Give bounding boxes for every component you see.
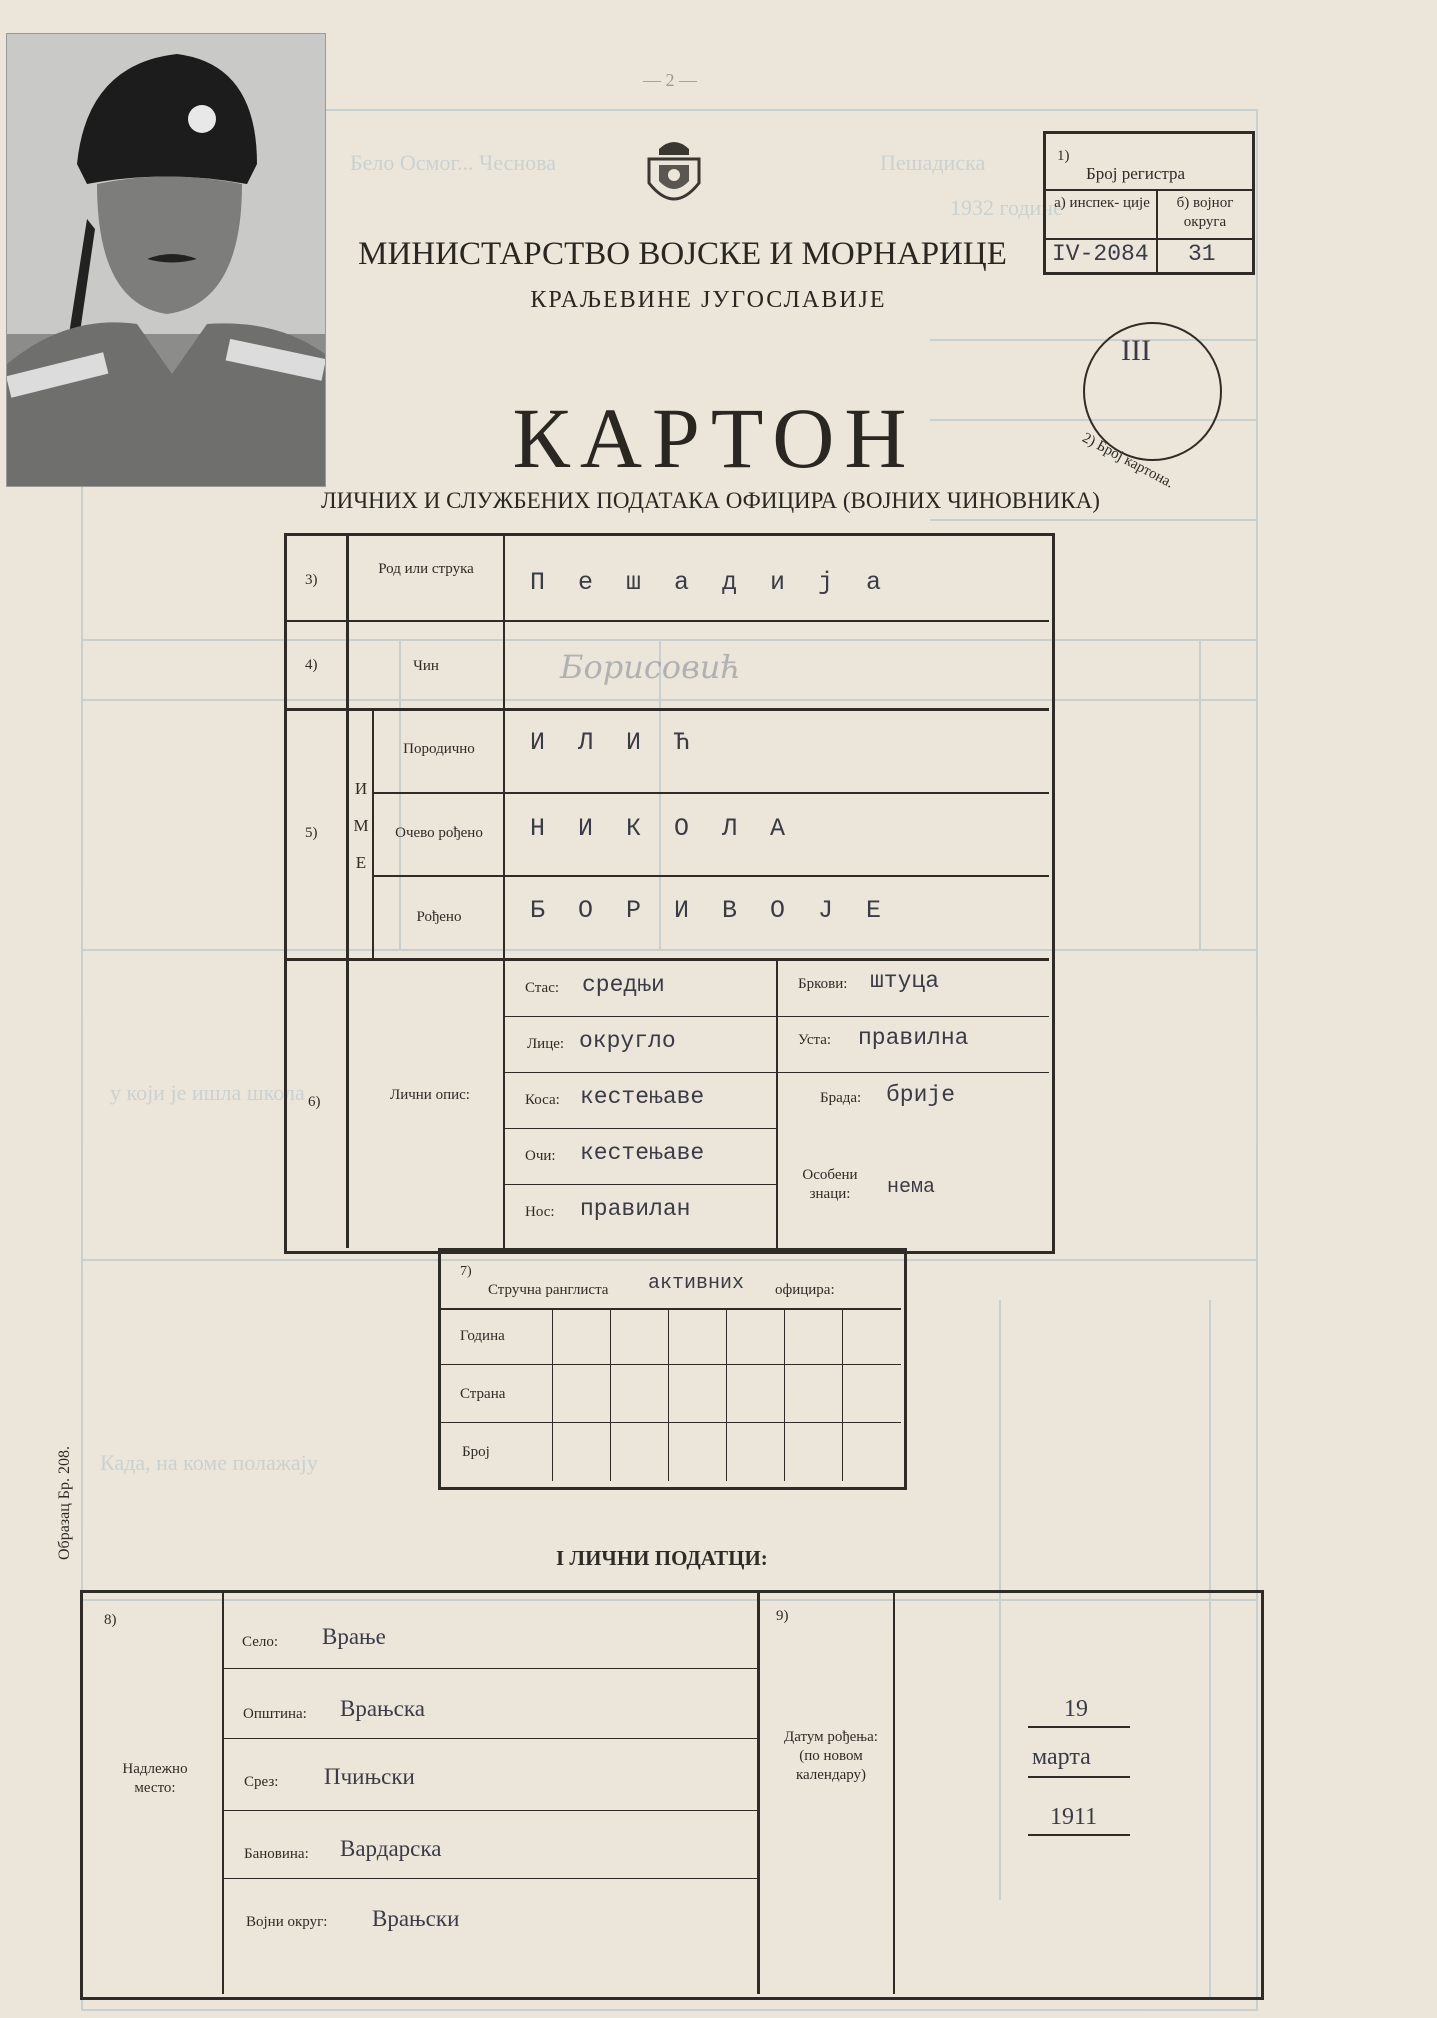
- municipality-value: Врањска: [340, 1696, 425, 1721]
- ministry-heading: МИНИСТАРСТВО ВОЈСКЕ И МОРНАРИЦЕ: [358, 236, 1007, 272]
- birth-day: 19: [1064, 1696, 1088, 1722]
- document-subtitle: ЛИЧНИХ И СЛУЖБЕНИХ ПОДАТАКА ОФИЦИРА (ВОЈНИХ ЧИНОВНИКА): [321, 488, 1100, 513]
- beard-value: брије: [886, 1082, 956, 1108]
- birthplace-label: Надлежно место:: [122, 1761, 188, 1796]
- father-name-value: Н И К О Л А: [530, 814, 795, 843]
- name-side-label: И М Е: [353, 779, 369, 872]
- military-district-label: Војни округ:: [246, 1914, 328, 1930]
- page-number: — 2 —: [643, 70, 697, 90]
- face-value: округло: [579, 1028, 676, 1054]
- municipality-label: Општина:: [243, 1706, 307, 1722]
- village-value: Врање: [322, 1624, 386, 1649]
- given-name-value: Б О Р И В О Ј Е: [530, 896, 891, 925]
- seniority-row-number: Број: [462, 1444, 490, 1460]
- banovina-value: Вардарска: [340, 1836, 442, 1861]
- svg-text:у који је ишла школа: у који је ишла школа: [110, 1080, 305, 1105]
- svg-text:Када, на коме полажају: Када, на коме полажају: [100, 1450, 318, 1475]
- birth-year: 1911: [1050, 1804, 1098, 1830]
- seniority-label-value: активних: [648, 1272, 745, 1295]
- eyes-value: кестењаве: [580, 1140, 705, 1166]
- father-name-label: Очево рођено: [395, 825, 483, 841]
- register-col-b-value: 31: [1188, 241, 1216, 267]
- register-col-a-value: IV-2084: [1052, 241, 1149, 267]
- coat-of-arms-icon: [645, 135, 703, 215]
- form-number: Образац Бр. 208.: [56, 1446, 73, 1560]
- eyes-label: Очи:: [525, 1148, 556, 1164]
- moustache-value: штуца: [870, 968, 940, 994]
- branch-label: Род или струка: [378, 561, 474, 577]
- field-number-8: 8): [104, 1612, 117, 1628]
- field-number-4: 4): [305, 657, 318, 673]
- register-col-a-label: а) инспек- ције: [1054, 195, 1150, 211]
- svg-text:Пешадиска: Пешадиска: [880, 150, 986, 175]
- district-label: Срез:: [244, 1774, 279, 1790]
- military-district-value: Врањски: [372, 1906, 460, 1931]
- banovina-label: Бановина:: [244, 1846, 309, 1862]
- kingdom-heading: КРАЉЕВИНЕ ЈУГОСЛАВИЈЕ: [530, 287, 887, 313]
- mouth-value: правилна: [858, 1025, 969, 1051]
- seniority-row-year: Година: [460, 1328, 505, 1344]
- description-label: Лични опис:: [390, 1087, 470, 1103]
- field-number-5: 5): [305, 825, 318, 841]
- surname-value: И Л И Ћ: [530, 728, 699, 757]
- marks-label: Особени знаци:: [802, 1167, 858, 1202]
- register-col-b-label: б) војног округа: [1176, 195, 1234, 230]
- village-label: Село:: [242, 1634, 278, 1650]
- marks-value: нема: [887, 1176, 936, 1199]
- rank-label: Чин: [413, 658, 439, 674]
- svg-text:Бело Осмог... Чеснова: Бело Осмог... Чеснова: [350, 150, 557, 175]
- card-number-value: III: [1121, 334, 1151, 367]
- birthdate-label: Датум рођења: (по новом календару): [784, 1729, 878, 1783]
- build-label: Стас:: [525, 980, 560, 996]
- field-number-6: 6): [308, 1094, 321, 1110]
- svg-text:1932 године: 1932 године: [950, 195, 1063, 220]
- field-number-9: 9): [776, 1608, 789, 1624]
- district-value: Пчињски: [324, 1764, 415, 1789]
- seniority-row-page: Страна: [460, 1386, 506, 1402]
- beard-label: Брада:: [820, 1090, 862, 1106]
- moustache-label: Бркови:: [798, 976, 848, 992]
- nose-value: правилан: [580, 1196, 691, 1222]
- mouth-label: Уста:: [798, 1032, 832, 1048]
- face-label: Лице:: [527, 1036, 565, 1052]
- document-title: КАРТОН: [512, 390, 917, 486]
- hair-value: кестењаве: [580, 1084, 705, 1110]
- birth-data-table: [80, 1590, 1264, 2000]
- field-number-7: 7): [460, 1264, 472, 1279]
- seniority-label-prefix: Стручна ранглиста: [488, 1282, 609, 1298]
- birth-month: марта: [1032, 1744, 1091, 1770]
- build-value: средњи: [582, 972, 665, 998]
- branch-value: П е ш а д и ј а: [530, 568, 891, 597]
- field-number-3: 3): [305, 572, 318, 588]
- seniority-label-suffix: официра:: [775, 1282, 835, 1298]
- register-heading: Број регистра: [1086, 164, 1186, 183]
- rank-handwriting: Борисовић: [560, 648, 741, 686]
- hair-label: Коса:: [525, 1092, 560, 1108]
- register-number-box: [1043, 131, 1255, 275]
- section-title: I ЛИЧНИ ПОДАТЦИ:: [556, 1546, 768, 1570]
- given-name-label: Рођено: [416, 909, 462, 925]
- card-number-label: 2) Број картона.: [1079, 430, 1177, 492]
- surname-label: Породично: [403, 741, 475, 757]
- register-field-number: 1): [1057, 148, 1070, 164]
- nose-label: Нос:: [525, 1204, 555, 1220]
